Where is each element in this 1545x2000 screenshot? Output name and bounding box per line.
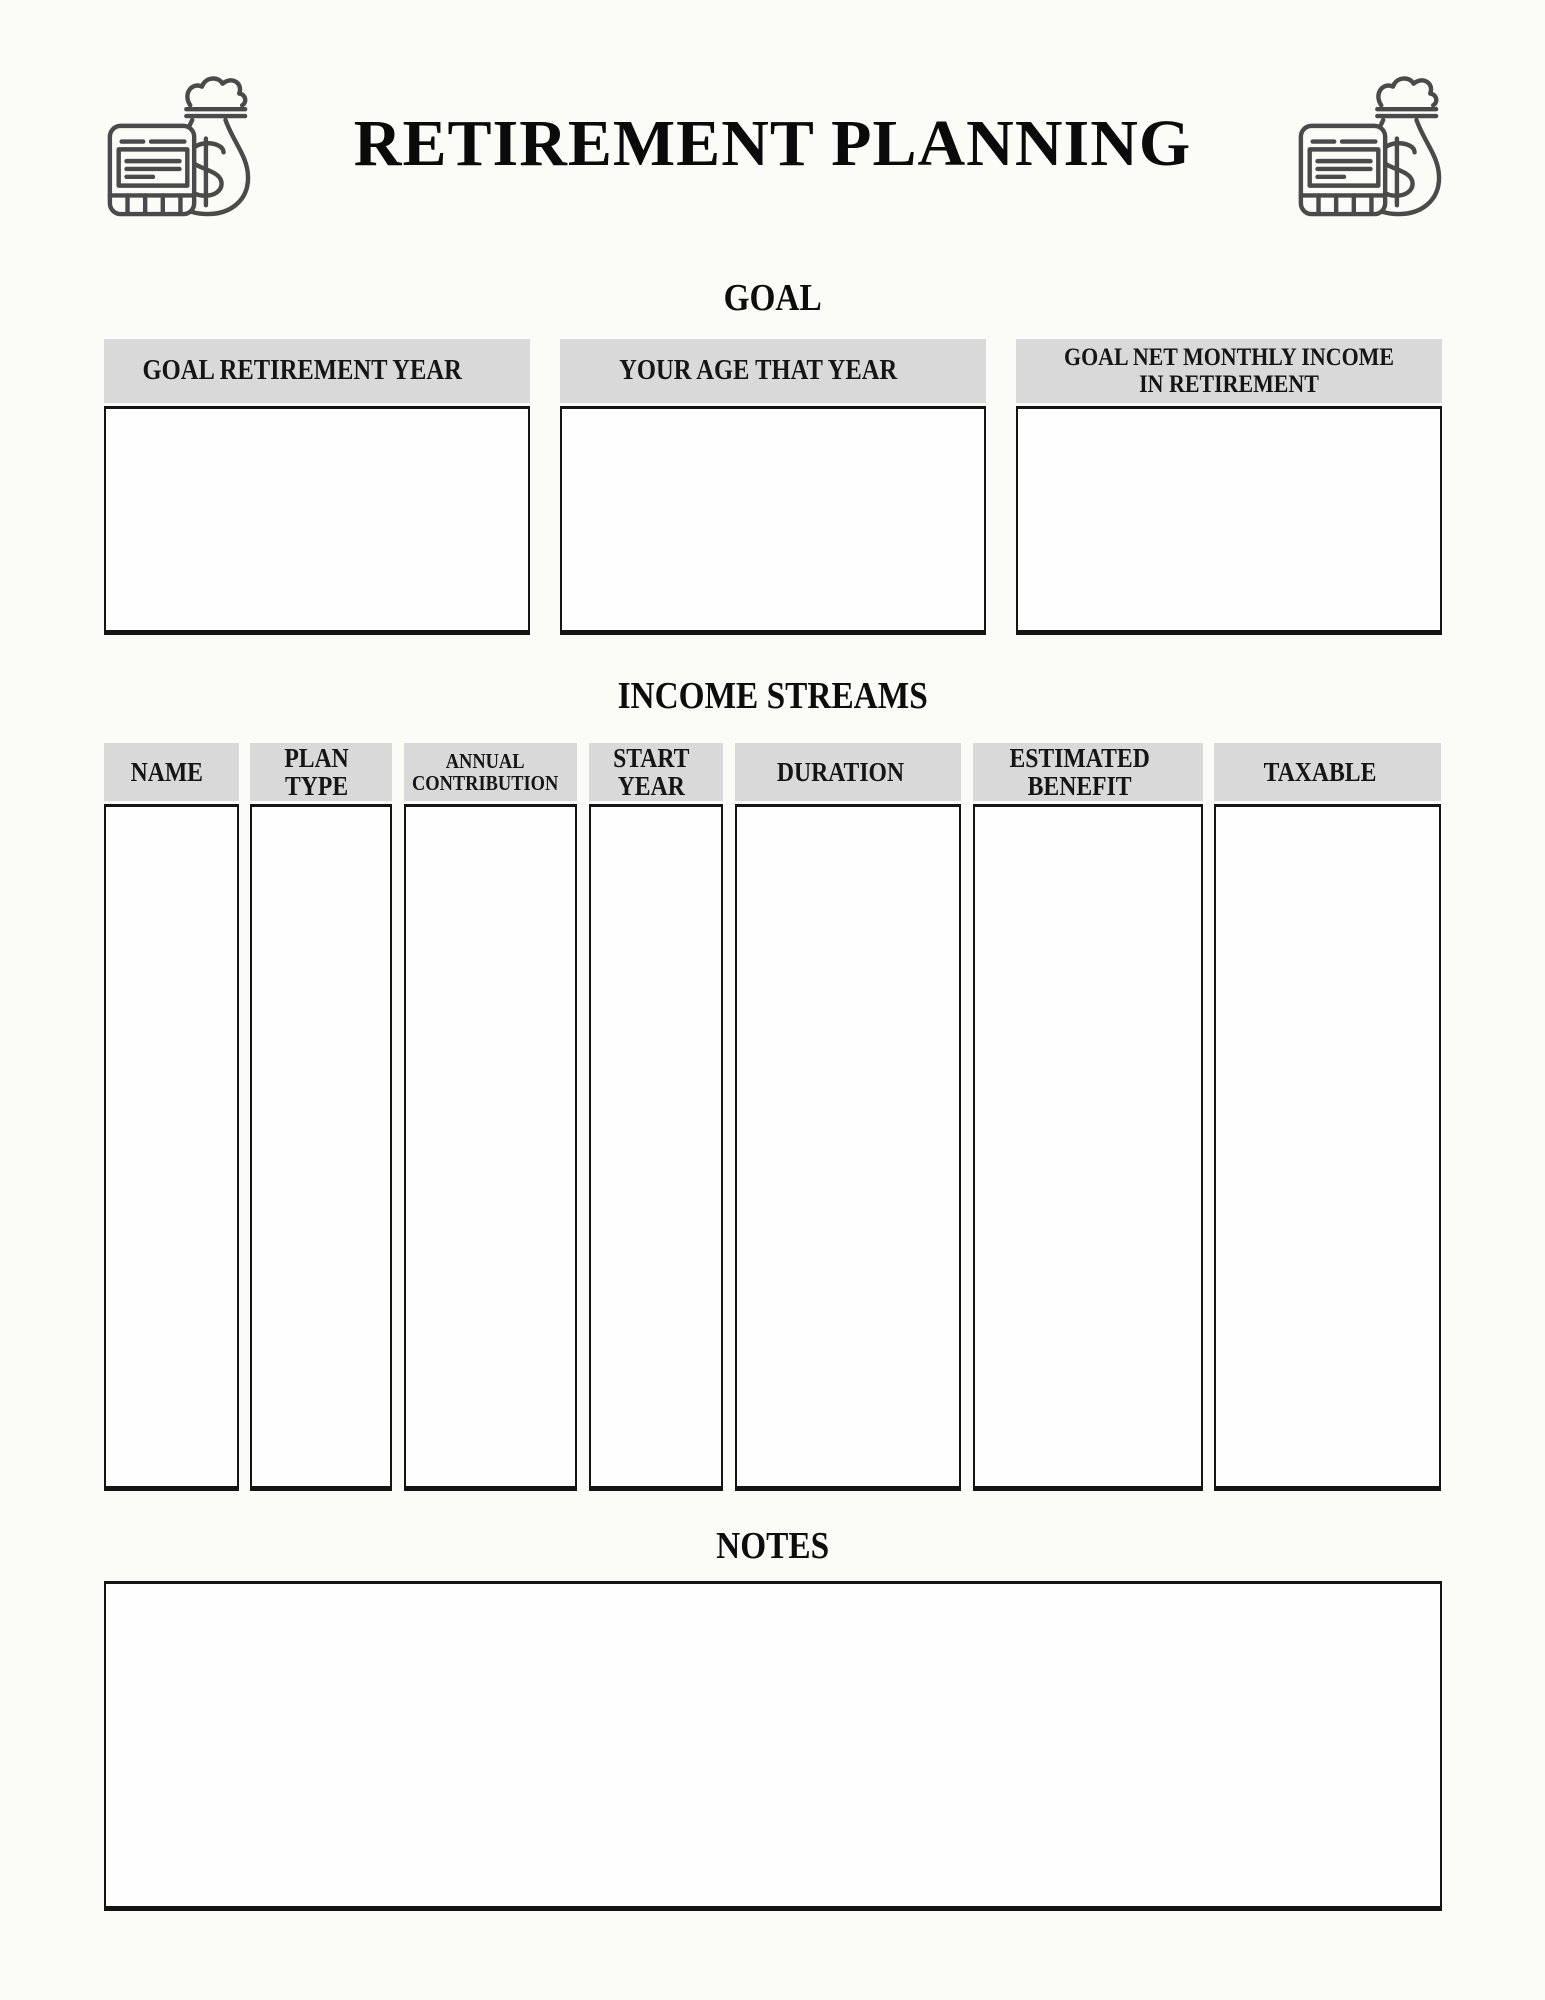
income-column-start-year — [589, 743, 723, 1491]
goal-section-heading-text: GOAL — [723, 277, 822, 319]
calculator-money-bag-icon — [104, 70, 251, 217]
net-monthly-income-label: GOAL NET MONTHLY INCOME IN RETIREMENT — [1063, 343, 1394, 398]
plan-type-column-header — [250, 743, 392, 801]
goal-field-net-monthly-income — [1016, 339, 1442, 635]
notes-heading-text: NOTES — [716, 1525, 829, 1567]
name-column-label: NAME — [130, 756, 203, 787]
start-year-column-header — [589, 743, 723, 801]
duration-column-header — [735, 743, 961, 801]
income-streams-heading-text: INCOME STREAMS — [617, 675, 928, 717]
income-column-duration — [735, 743, 961, 1491]
notes-section-heading — [104, 1527, 1442, 1565]
start-year-column-field[interactable] — [589, 804, 723, 1491]
taxable-column-header — [1214, 743, 1441, 801]
duration-column-label: DURATION — [776, 756, 904, 787]
name-column-field[interactable] — [104, 804, 239, 1491]
page-title: RETIREMENT PLANNING — [353, 106, 1192, 180]
calculator-money-bag-icon — [1295, 70, 1442, 217]
plan-type-column-field[interactable] — [250, 804, 392, 1491]
estimated-benefit-column-header — [973, 743, 1203, 801]
notes-field[interactable] — [104, 1581, 1442, 1911]
goal-field-age-that-year — [560, 339, 986, 635]
goal-field-retirement-year — [104, 339, 530, 635]
age-that-year-label: YOUR AGE THAT YEAR — [619, 354, 898, 386]
goal-retirement-year-label: GOAL RETIREMENT YEAR — [142, 354, 462, 386]
estimated-benefit-column-field[interactable] — [973, 804, 1203, 1491]
goal-retirement-year-header — [104, 339, 530, 403]
goal-retirement-year-field[interactable] — [104, 406, 530, 635]
income-column-taxable — [1214, 743, 1441, 1491]
estimated-benefit-column-label: ESTIMATED BENEFIT — [1009, 743, 1151, 801]
page-header — [104, 0, 1442, 217]
goal-section-heading — [104, 279, 1442, 317]
income-column-plan-type — [250, 743, 392, 1491]
annual-contribution-column-field[interactable] — [404, 804, 577, 1491]
age-that-year-field[interactable] — [560, 406, 986, 635]
net-monthly-income-field[interactable] — [1016, 406, 1442, 635]
start-year-column-label: START YEAR — [613, 743, 690, 801]
income-streams-table — [104, 743, 1442, 1491]
age-that-year-header — [560, 339, 986, 403]
taxable-column-field[interactable] — [1214, 804, 1441, 1491]
income-streams-section-heading — [104, 677, 1442, 715]
income-column-name — [104, 743, 239, 1491]
goal-fields-row — [104, 339, 1442, 635]
duration-column-field[interactable] — [735, 804, 961, 1491]
annual-contribution-column-label: ANNUAL CONTRIBUTION — [411, 748, 559, 795]
taxable-column-label: TAXABLE — [1264, 756, 1377, 787]
income-column-estimated-benefit — [973, 743, 1203, 1491]
name-column-header — [104, 743, 239, 801]
plan-type-column-label: PLAN TYPE — [284, 743, 350, 801]
annual-contribution-column-header — [404, 743, 577, 801]
net-monthly-income-header — [1016, 339, 1442, 403]
income-column-annual-contribution — [404, 743, 577, 1491]
